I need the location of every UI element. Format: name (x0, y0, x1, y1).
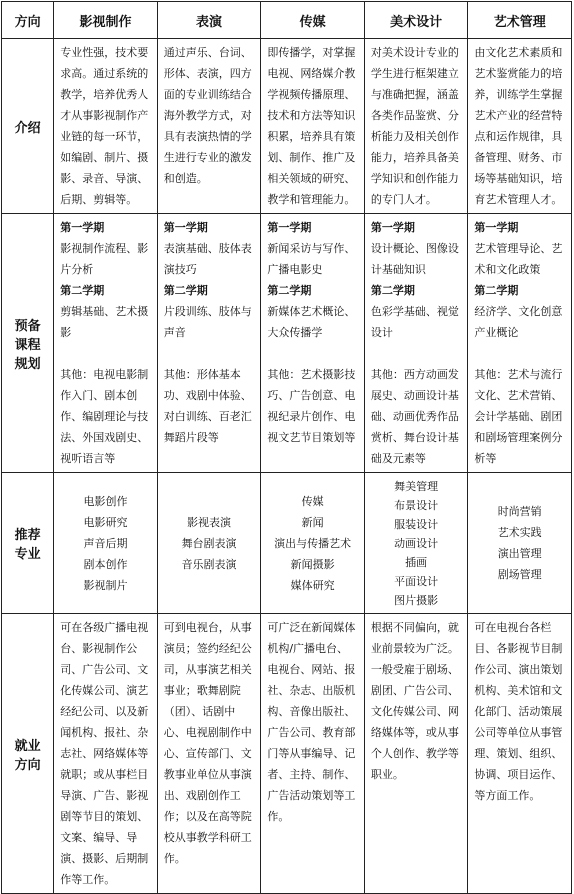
recommend-cell-management (468, 473, 572, 614)
header-acting: 表演 (157, 2, 261, 39)
prep-cell-acting (157, 214, 261, 473)
other-courses: 其他：西方动画发展史、动画设计基础、动画优秀作品赏析、舞台设计基础及元素等 (370, 368, 459, 465)
intro-cell-film: 专业性强，技术要求高。通过系统的教学，培养优秀人才从事影视制作产业链的每一环节，如编剧、制片、摄影、录音、导演、后期、剪辑等。 (54, 39, 158, 214)
prep-cell-film (54, 214, 158, 473)
career-label-line: 方向 (14, 757, 41, 773)
term-2-label: 第二学期 (60, 284, 105, 297)
other-courses: 其他：形体基本功、戏剧中体验、对白训练、百老汇舞蹈片段等 (163, 368, 252, 444)
career-cell-media: 可广泛在新闻媒体机构/广播电台、电视台、网站、报社、杂志、出版机构、音像出版社、广告公司、教育部门等从事编导、记者、主持、制作、广告活动策划等工作。 (261, 614, 365, 894)
prep-label-line: 规划 (14, 356, 41, 372)
major-item: 平面设计 (394, 574, 439, 588)
term-1-label: 第一学期 (163, 221, 208, 234)
term-1-label: 第一学期 (370, 221, 415, 234)
recommend-label-line: 推荐 (14, 528, 41, 543)
term-2-label: 第二学期 (163, 284, 208, 297)
career-row (2, 614, 572, 894)
header-corner: 方向 (2, 2, 54, 39)
intro-cell-management: 由文化艺术素质和艺术鉴赏能力的培养，训练学生掌握艺术产业的经营特点和运作规律，具备管理、财务、市场等基础知识，培育艺术管理人才。 (468, 39, 572, 214)
career-cell-design: 根据不同偏向，就业前景较为广泛。一般受雇于剧场、剧团、广告公司、文化传媒公司、网络媒体等，或从事个人创作、教学等职业。 (364, 614, 468, 894)
prep-course-label (2, 214, 54, 473)
term-1-courses: 影视制作流程、影片分析 (60, 242, 149, 276)
header-media: 传媒 (261, 2, 365, 39)
term-1-courses: 艺术管理导论、艺术和文化政策 (474, 242, 563, 276)
major-item: 新闻摄影 (290, 557, 335, 571)
major-item: 动画设计 (394, 536, 439, 550)
intro-cell-design: 对美术设计专业的学生进行框架建立与准确把握，涵盖各类作品鉴赏、分析能力及相关创作能力，培养具备美学知识和创作能力的专门人才。 (364, 39, 468, 214)
career-cell-acting: 可到电视台，从事演员；签约经纪公司，从事演艺相关事业；歌舞剧院（团）、话剧中心、电视剧制作中心、宣传部门、文教事业单位从事演出、戏剧创作工作；以及在高等院校从事教学科研工作。 (157, 614, 261, 894)
recommend-label (2, 473, 54, 614)
term-1-label: 第一学期 (474, 221, 519, 234)
major-item: 影视表演 (187, 515, 232, 529)
major-item: 声音后期 (83, 536, 128, 550)
major-item: 音乐剧表演 (181, 557, 237, 571)
prep-label-line: 预备 (14, 318, 41, 334)
header-arts-management: 艺术管理 (468, 2, 572, 39)
term-2-courses: 色彩学基础、视觉设计 (370, 305, 459, 339)
term-2-courses: 片段训练、肢体与声音 (163, 305, 252, 339)
intro-cell-media: 即传播学，对掌握电视、网络媒介教学视频传播原理、技术和方法等知识积累，培养具有策划、制作、推广及相关领域的研究、教学和管理能力。 (261, 39, 365, 214)
prep-label-line: 课程 (14, 337, 41, 353)
header-row (2, 2, 572, 39)
recommend-cell-acting (157, 473, 261, 614)
prep-cell-management (468, 214, 572, 473)
major-item: 服装设计 (394, 517, 439, 531)
major-item: 影视制片 (83, 578, 128, 592)
term-1-courses: 设计概论、图像设计基础知识 (370, 242, 459, 276)
term-1-courses: 新闻采访与写作、广播电影史 (267, 242, 356, 276)
prep-cell-media (261, 214, 365, 473)
recommend-row (2, 473, 572, 614)
header-art-design: 美术设计 (364, 2, 468, 39)
other-courses: 其他：艺术摄影技巧、广告创意、电视纪录片创作、电视文艺节目策划等 (267, 368, 356, 444)
major-item: 新闻 (301, 515, 324, 529)
intro-cell-acting: 通过声乐、台词、形体、表演，四方面的专业训练结合海外教学方式，对具有表演热情的学生进行专业的激发和创造。 (157, 39, 261, 214)
term-2-label: 第二学期 (267, 284, 312, 297)
recommend-label-line: 专业 (14, 547, 41, 562)
major-item: 艺术实践 (497, 526, 542, 539)
other-courses: 其他：电视电影制作入门、剧本创作、编剧理论与技法、外国戏剧史、视听语言等 (60, 368, 149, 465)
major-item: 演出管理 (497, 547, 542, 560)
recommend-cell-film (54, 473, 158, 614)
major-item: 舞美管理 (394, 479, 439, 493)
major-item: 剧本创作 (83, 557, 128, 571)
term-1-label: 第一学期 (60, 221, 105, 234)
major-item: 演出与传播艺术 (274, 536, 352, 550)
recommend-cell-media (261, 473, 365, 614)
major-item: 剧场管理 (497, 568, 542, 581)
program-comparison-table (1, 1, 572, 894)
major-item: 舞台剧表演 (181, 536, 237, 550)
prep-course-row (2, 214, 572, 473)
term-2-label: 第二学期 (370, 284, 415, 297)
career-cell-management: 可在电视台各栏目、各影视节目制作公司、演出策划机构、美术馆和文化部门、活动策展公司等单位从事管理、策划、组织、协调、项目运作、等方面工作。 (468, 614, 572, 894)
career-label-line: 就业 (14, 738, 41, 754)
major-item: 媒体研究 (290, 578, 335, 592)
term-1-courses: 表演基础、肢体表演技巧 (163, 242, 252, 276)
major-item: 传媒 (301, 494, 324, 508)
term-1-label: 第一学期 (267, 221, 312, 234)
term-2-label: 第二学期 (474, 284, 519, 297)
intro-row (2, 39, 572, 214)
intro-label: 介绍 (2, 39, 54, 214)
major-item: 布景设计 (394, 498, 439, 512)
major-item: 插画 (405, 555, 428, 569)
career-cell-film: 可在各级广播电视台、影视制作公司、广告公司、文化传媒公司、演艺经纪公司、以及新闻机构、报社、杂志社、网络媒体等就职；或从事栏目导演、广告、影视剧等节目的策划、文案、编导、导演、摄影、后期制作等工作。 (54, 614, 158, 894)
term-2-courses: 剪辑基础、艺术摄影 (60, 305, 149, 339)
other-courses: 其他：艺术与流行文化、艺术营销、会计学基础、剧团和剧场管理案例分析等 (474, 368, 563, 465)
career-label (2, 614, 54, 894)
recommend-cell-design (364, 473, 468, 614)
major-item: 时尚营销 (497, 505, 542, 518)
header-film-production: 影视制作 (54, 2, 158, 39)
prep-cell-design (364, 214, 468, 473)
term-2-courses: 新媒体艺术概论、大众传播学 (267, 305, 356, 339)
term-2-courses: 经济学、文化创意产业概论 (474, 305, 563, 339)
major-item: 图片摄影 (394, 593, 439, 607)
major-item: 电影研究 (83, 515, 128, 529)
major-item: 电影创作 (83, 494, 128, 508)
